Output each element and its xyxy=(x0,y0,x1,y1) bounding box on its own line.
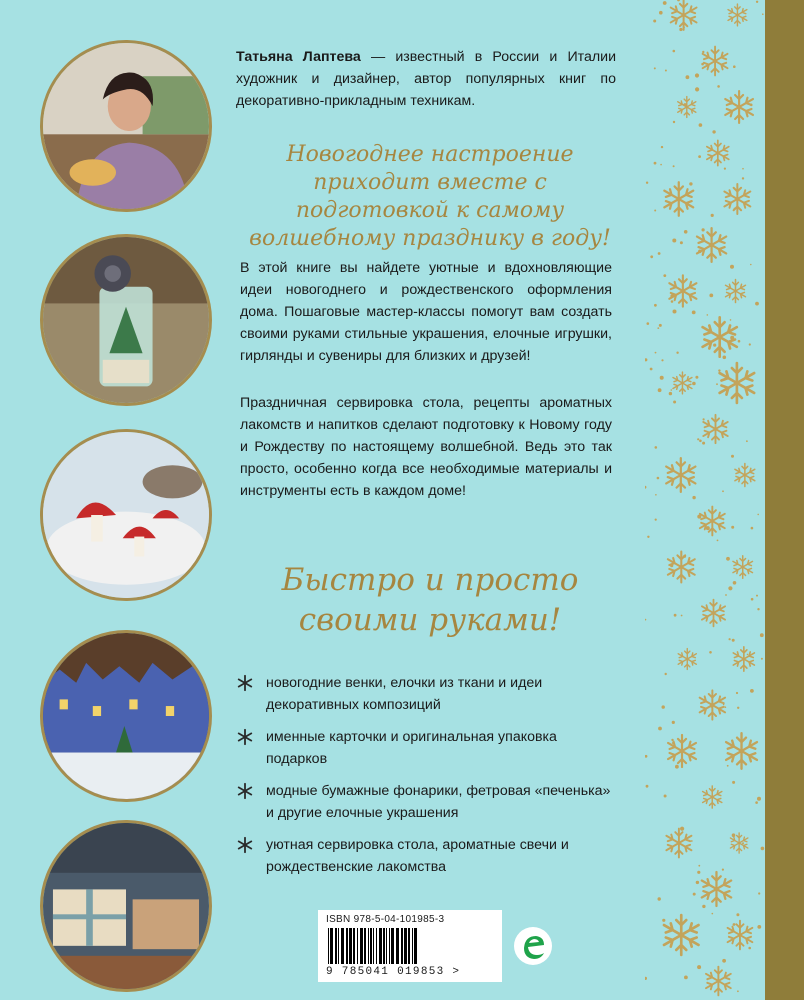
isbn-number: ISBN 978-5-04-101985-3 xyxy=(326,914,445,925)
snow-dot xyxy=(681,615,683,617)
snow-dot xyxy=(697,965,701,969)
snow-dot xyxy=(750,264,752,266)
barcode-bar xyxy=(389,928,390,964)
snow-dot xyxy=(655,519,657,521)
snow-dot xyxy=(659,11,663,15)
snow-dot xyxy=(697,438,699,440)
barcode-bar xyxy=(364,928,366,964)
snow-dot xyxy=(674,614,677,617)
tagline-quick-easy: Быстро и просто своими руками! xyxy=(281,562,579,638)
snow-dot xyxy=(698,250,702,254)
barcode-bar xyxy=(404,928,407,964)
barcode-bar xyxy=(357,928,358,964)
barcode-bar xyxy=(353,928,355,964)
snowflake-icon xyxy=(697,228,726,262)
snowflake-icon xyxy=(702,872,731,906)
snow-dot xyxy=(650,368,653,371)
author-bio: — известный в России и Италии художник и дизайнер, автор популярных книг по декоративно-прикладным техникам. xyxy=(236,49,616,109)
barcode-bar xyxy=(360,928,363,964)
barcode-bar xyxy=(328,928,329,964)
snow-dot xyxy=(747,654,749,656)
snow-dot xyxy=(675,765,679,769)
snow-dot xyxy=(663,274,666,277)
snow-dot xyxy=(660,376,664,380)
barcode-bars xyxy=(328,928,493,964)
snow-dot xyxy=(683,555,686,558)
jar-craft-photo xyxy=(40,234,212,406)
snow-dot xyxy=(727,765,729,767)
snow-dot xyxy=(676,352,678,354)
snow-dot xyxy=(742,842,744,844)
snow-dot xyxy=(738,340,741,343)
barcode-bar xyxy=(349,928,352,964)
barcode-bar xyxy=(383,928,385,964)
snow-dot xyxy=(658,897,661,900)
snow-dot xyxy=(647,322,650,325)
snowflake-icon xyxy=(671,0,697,30)
snowflake-icon xyxy=(733,556,753,579)
author-intro xyxy=(236,46,616,112)
mushroom-ornaments-photo xyxy=(40,429,212,601)
snow-dot xyxy=(757,925,761,929)
description-paragraph-2: Праздничная сервировка стола, рецепты ароматных лакомств и напитков сделают подготовку к Новому году и Рождеству по настоящему волшебной. Ведь это так просто, особенно когда все необходимые материалы и инструменты есть в каждом доме! xyxy=(240,395,612,499)
snow-dot xyxy=(697,515,701,519)
snow-dot xyxy=(702,228,705,231)
snow-dot xyxy=(662,919,665,922)
snow-dot xyxy=(702,442,705,445)
snow-dot xyxy=(709,651,712,654)
snow-dot xyxy=(693,893,696,896)
snow-dot xyxy=(670,294,674,298)
snow-dot xyxy=(729,638,731,640)
snow-dot xyxy=(757,797,761,801)
barcode-digits: 9 785041 019853 > xyxy=(326,966,461,978)
snow-dot xyxy=(679,28,682,31)
feature-text: именные карточки и оригинальная упаковка подарков xyxy=(266,729,557,767)
snow-dot xyxy=(742,168,744,170)
snow-dot xyxy=(698,155,701,158)
snowflake-icon xyxy=(726,279,746,302)
snow-dot xyxy=(658,727,662,731)
snow-dot xyxy=(699,440,702,443)
snow-dot xyxy=(730,102,733,105)
snow-dot xyxy=(724,168,726,170)
snowflake-star-icon xyxy=(236,728,254,746)
snow-dot xyxy=(672,721,675,724)
snow-dot xyxy=(760,633,764,637)
snow-dot xyxy=(723,356,727,360)
snow-dot xyxy=(742,177,744,179)
snow-dot xyxy=(647,536,649,538)
snow-dot xyxy=(661,146,663,148)
snow-dot xyxy=(726,557,730,561)
barcode-block xyxy=(318,910,502,982)
snow-dot xyxy=(665,70,667,72)
snowflake-pattern xyxy=(645,0,765,1000)
barcode-bar xyxy=(379,928,382,964)
snow-dot xyxy=(731,526,734,529)
snow-dot xyxy=(673,401,676,404)
snow-dot xyxy=(664,795,667,798)
snow-dot xyxy=(722,869,724,871)
snow-dot xyxy=(658,252,661,255)
snow-dot xyxy=(749,343,751,345)
snowflake-icon-pattern xyxy=(645,0,765,1000)
snow-dot xyxy=(662,705,665,708)
snowflake-icon xyxy=(666,829,691,858)
snow-dot xyxy=(691,840,693,842)
barcode-bar xyxy=(386,928,387,964)
snow-dot xyxy=(751,527,754,530)
feature-text: уютная сервировка стола, ароматные свечи и рождественские лакомства xyxy=(266,837,569,875)
snow-dot xyxy=(701,63,704,66)
snow-dot xyxy=(665,673,667,675)
barcode-bar xyxy=(373,928,374,964)
snow-dot xyxy=(730,319,732,321)
snow-dot xyxy=(712,130,715,133)
snow-dot xyxy=(718,369,720,371)
snow-dot xyxy=(722,959,726,963)
snow-dot xyxy=(717,85,720,88)
snow-dot xyxy=(712,913,714,915)
snow-dot xyxy=(673,121,675,123)
snowflake-star-icon xyxy=(236,836,254,854)
barcode-bar xyxy=(368,928,369,964)
snow-dot xyxy=(680,241,683,244)
description-paragraph-1: В этой книге вы найдете уютные и вдохновляющие идеи новогоднего и рождественского оформления дома. Пошаговые мастер-классы помогут вам создать своими руками стильные украшения, елочные игрушки, гирлянды и сувениры для близких и друзей! xyxy=(240,260,612,364)
snow-dot xyxy=(707,314,709,316)
snowflake-icon xyxy=(725,91,753,123)
snow-dot xyxy=(680,827,684,831)
snow-dot xyxy=(663,1,667,5)
snow-dot xyxy=(746,440,748,442)
snow-dot xyxy=(728,586,732,590)
snow-dot xyxy=(677,0,680,1)
barcode-bar xyxy=(401,928,403,964)
snow-dot xyxy=(711,214,714,217)
barcode-bar xyxy=(412,928,413,964)
snow-dot xyxy=(692,496,695,499)
snow-dot xyxy=(725,594,727,596)
barcode-bar xyxy=(391,928,394,964)
snowflake-star-icon xyxy=(236,782,254,800)
barcode-bar xyxy=(414,928,417,964)
snowflake-icon xyxy=(702,600,725,627)
snow-dot xyxy=(736,913,739,916)
snowflake-icon xyxy=(724,184,750,214)
snow-dot xyxy=(716,383,718,385)
snow-dot xyxy=(673,50,676,53)
snowflake-icon xyxy=(669,275,696,306)
paper-houses-photo xyxy=(40,630,212,802)
snow-dot xyxy=(660,164,662,166)
author-name: Татьяна Лаптева xyxy=(236,49,361,65)
snowflake-icon xyxy=(703,415,727,443)
snowflake-icon xyxy=(664,182,693,215)
snow-dot xyxy=(695,73,699,77)
snow-dot xyxy=(750,104,753,107)
snow-dot xyxy=(703,418,705,420)
snow-dot xyxy=(695,87,699,91)
snow-dot xyxy=(731,455,734,458)
snow-dot xyxy=(733,65,736,68)
barcode-bar xyxy=(370,928,372,964)
snow-dot xyxy=(657,327,659,329)
snow-dot xyxy=(733,581,737,585)
snow-dot xyxy=(734,208,736,210)
snow-dot xyxy=(732,639,735,642)
snowflake-icon xyxy=(733,647,754,671)
snow-dot xyxy=(702,905,705,908)
snow-dot xyxy=(659,324,662,327)
snow-dot xyxy=(671,300,674,303)
feature-text: модные бумажные фонарики, фетровая «печенька» и другие елочные украшения xyxy=(266,783,611,821)
snow-dot xyxy=(702,51,704,53)
snow-dot xyxy=(661,359,663,361)
snowflake-icon xyxy=(726,733,757,769)
snow-dot xyxy=(654,210,656,212)
snow-dot xyxy=(750,689,754,693)
snowflake-icon xyxy=(728,921,753,950)
snow-dot xyxy=(761,658,763,660)
snow-dot xyxy=(654,304,657,307)
snowflake-icon xyxy=(735,464,755,487)
snow-dot xyxy=(683,27,685,29)
author-photo xyxy=(40,40,212,212)
snowflake-icon xyxy=(666,458,695,492)
snow-dot xyxy=(761,847,765,851)
snow-dot xyxy=(650,255,653,258)
snow-dot xyxy=(645,486,646,489)
snow-dot xyxy=(755,302,759,306)
snowflake-icon xyxy=(678,649,696,670)
barcode-bar xyxy=(376,928,377,964)
snow-dot xyxy=(737,707,739,709)
snow-dot xyxy=(730,336,734,340)
book-spine xyxy=(765,0,804,1000)
gift-wrapping-photo xyxy=(40,820,212,992)
barcode-bar xyxy=(346,928,348,964)
snow-dot xyxy=(713,344,716,347)
snowflake-icon xyxy=(728,4,747,26)
snow-dot xyxy=(686,75,690,79)
snow-dot xyxy=(654,67,656,69)
snow-dot xyxy=(669,392,672,395)
snow-dot xyxy=(697,871,700,874)
barcode-bar xyxy=(408,928,410,964)
snow-dot xyxy=(646,785,649,788)
snow-dot xyxy=(710,704,713,707)
snow-dot xyxy=(646,182,648,184)
snow-dot xyxy=(645,755,647,758)
snow-dot xyxy=(673,165,675,167)
barcode-bar xyxy=(341,928,344,964)
snow-dot xyxy=(670,564,673,567)
snow-dot xyxy=(722,490,724,492)
snow-dot xyxy=(758,892,760,894)
tagline-holiday-mood: Новогоднее настроение приходит вместе с подготовкой к самому волшебному празднику в году! xyxy=(249,142,611,251)
snow-dot xyxy=(672,742,674,744)
snowflake-icon xyxy=(664,915,699,955)
snow-dot xyxy=(733,923,736,926)
snow-dot xyxy=(645,977,647,980)
snow-dot xyxy=(748,947,751,950)
snow-dot xyxy=(671,739,673,741)
snowflake-icon xyxy=(673,372,692,394)
snow-dot xyxy=(756,595,758,597)
snow-dot xyxy=(653,20,656,23)
barcode-bar xyxy=(330,928,333,964)
snow-dot xyxy=(683,103,686,106)
snow-dot xyxy=(737,990,739,992)
snow-dot xyxy=(695,376,698,379)
snowflake-icon xyxy=(703,786,722,808)
snow-dot xyxy=(698,865,700,867)
snow-dot xyxy=(756,1,758,3)
snow-dot xyxy=(730,265,734,269)
snow-dot xyxy=(696,881,699,884)
snow-dot xyxy=(717,540,719,542)
snow-dot xyxy=(723,704,725,706)
snow-dot xyxy=(732,833,736,837)
snow-dot xyxy=(736,692,738,694)
snow-dot xyxy=(692,382,696,386)
snow-dot xyxy=(673,310,677,314)
snow-dot xyxy=(655,446,658,449)
snow-dot xyxy=(684,230,688,234)
snow-dot xyxy=(751,598,754,601)
snow-dot xyxy=(671,389,673,391)
snow-dot xyxy=(645,619,646,621)
snow-dot xyxy=(699,123,703,127)
eksmo-logo xyxy=(513,926,553,966)
snow-dot xyxy=(658,388,662,392)
snow-dot xyxy=(672,239,676,243)
feature-text: новогодние венки, елочки из ткани и идеи декоративных композиций xyxy=(266,675,543,713)
barcode-bar xyxy=(338,928,339,964)
snow-dot xyxy=(684,976,688,980)
snowflake-star-icon xyxy=(236,674,254,692)
snowflake-icon xyxy=(700,507,725,536)
snow-dot xyxy=(755,801,758,804)
snow-dot xyxy=(732,781,735,784)
snow-dot xyxy=(692,311,696,315)
snow-dot xyxy=(654,162,657,165)
snow-dot xyxy=(725,706,727,708)
snow-dot xyxy=(689,182,692,185)
snow-dot xyxy=(709,294,713,298)
snow-dot xyxy=(757,514,759,516)
snowflake-icon xyxy=(707,140,729,165)
snow-dot xyxy=(645,358,647,361)
snow-dot xyxy=(655,494,657,496)
snowflake-icon xyxy=(678,97,696,118)
snow-dot xyxy=(657,477,660,480)
snowflake-icon xyxy=(703,47,728,76)
snowflake-icon xyxy=(706,967,731,996)
snowflake-icon xyxy=(720,363,755,403)
snow-dot xyxy=(762,13,764,15)
snow-dot xyxy=(706,526,710,530)
barcode-bar xyxy=(396,928,399,964)
snow-dot xyxy=(655,352,657,354)
snow-dot xyxy=(757,608,759,610)
barcode-bar xyxy=(335,928,337,964)
